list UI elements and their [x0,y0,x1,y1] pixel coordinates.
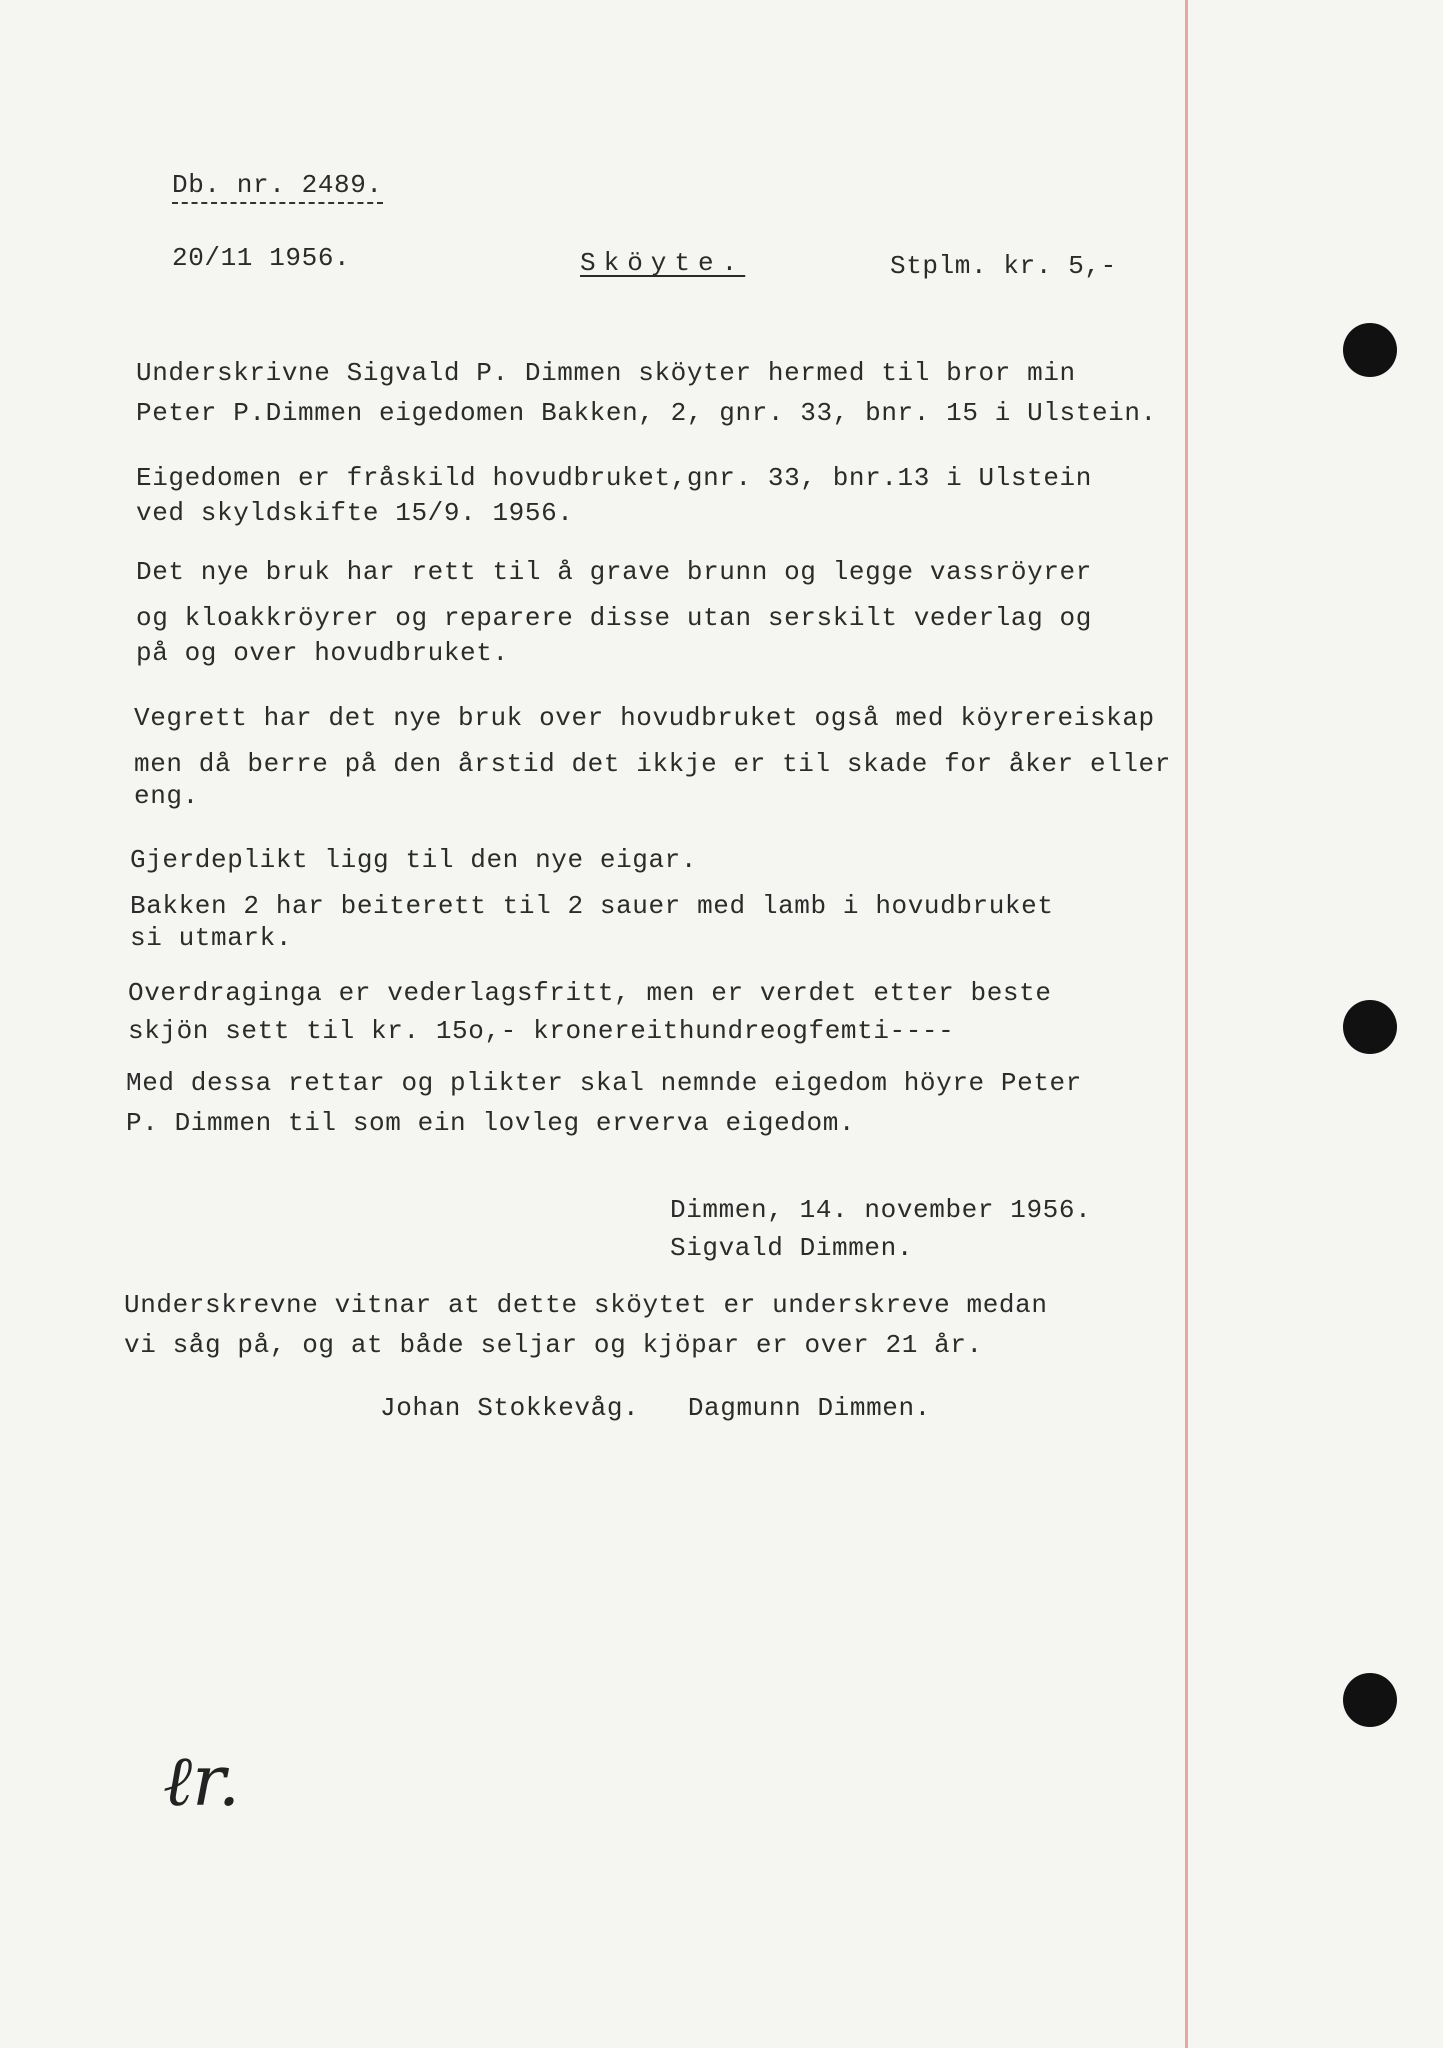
punch-hole-top [1343,323,1397,377]
signature: Sigvald Dimmen. [670,1233,914,1263]
text-line: på og over hovudbruket. [136,638,509,668]
text-line: Underskrevne vitnar at dette sköytet er underskreve medan [124,1290,1048,1320]
text-line: P. Dimmen til som ein lovleg erverva eigedom. [126,1108,856,1138]
text-line: Vegrett har det nye bruk over hovudbruket også med köyrereiskap [134,703,1155,733]
handwritten-initial: ℓr. [163,1740,241,1822]
stamp-fee: Stplm. kr. 5,- [890,251,1117,281]
punch-hole-middle [1343,1000,1397,1054]
text-line: Eigedomen er fråskild hovudbruket,gnr. 33, bnr.13 i Ulstein [136,463,1092,493]
text-line: Med dessa rettar og plikter skal nemnde eigedom höyre Peter [126,1068,1082,1098]
witness-names: Johan Stokkevåg. Dagmunn Dimmen. [380,1393,931,1423]
text-line: ved skyldskifte 15/9. 1956. [136,498,574,528]
text-line: Bakken 2 har beiterett til 2 sauer med lamb i hovudbruket [130,891,1054,921]
text-line: Gjerdeplikt ligg til den nye eigar. [130,845,698,875]
text-line: vi såg på, og at både seljar og kjöpar er over 21 år. [124,1330,983,1360]
document-date: 20/11 1956. [172,243,351,273]
db-number: Db. nr. 2489. [172,170,383,204]
text-line: Overdraginga er vederlagsfritt, men er verdet etter beste [128,978,1052,1008]
document-title: Sköyte. [580,248,746,278]
punch-hole-bottom [1343,1673,1397,1727]
text-line: eng. [134,781,199,811]
text-line: skjön sett til kr. 15o,- kronereithundreogfemti---- [128,1016,955,1046]
text-line: si utmark. [130,923,293,953]
text-line: Peter P.Dimmen eigedomen Bakken, 2, gnr. 33, bnr. 15 i Ulstein. [136,398,1157,428]
text-line: men då berre på den årstid det ikkje er til skade for åker eller [134,749,1171,779]
text-line: og kloakkröyrer og reparere disse utan serskilt vederlag og [136,603,1092,633]
text-line: Underskrivne Sigvald P. Dimmen sköyter hermed til bror min [136,358,1076,388]
margin-line [1185,0,1188,2048]
text-line: Det nye bruk har rett til å grave brunn og legge vassröyrer [136,557,1092,587]
place-date: Dimmen, 14. november 1956. [670,1195,1092,1225]
